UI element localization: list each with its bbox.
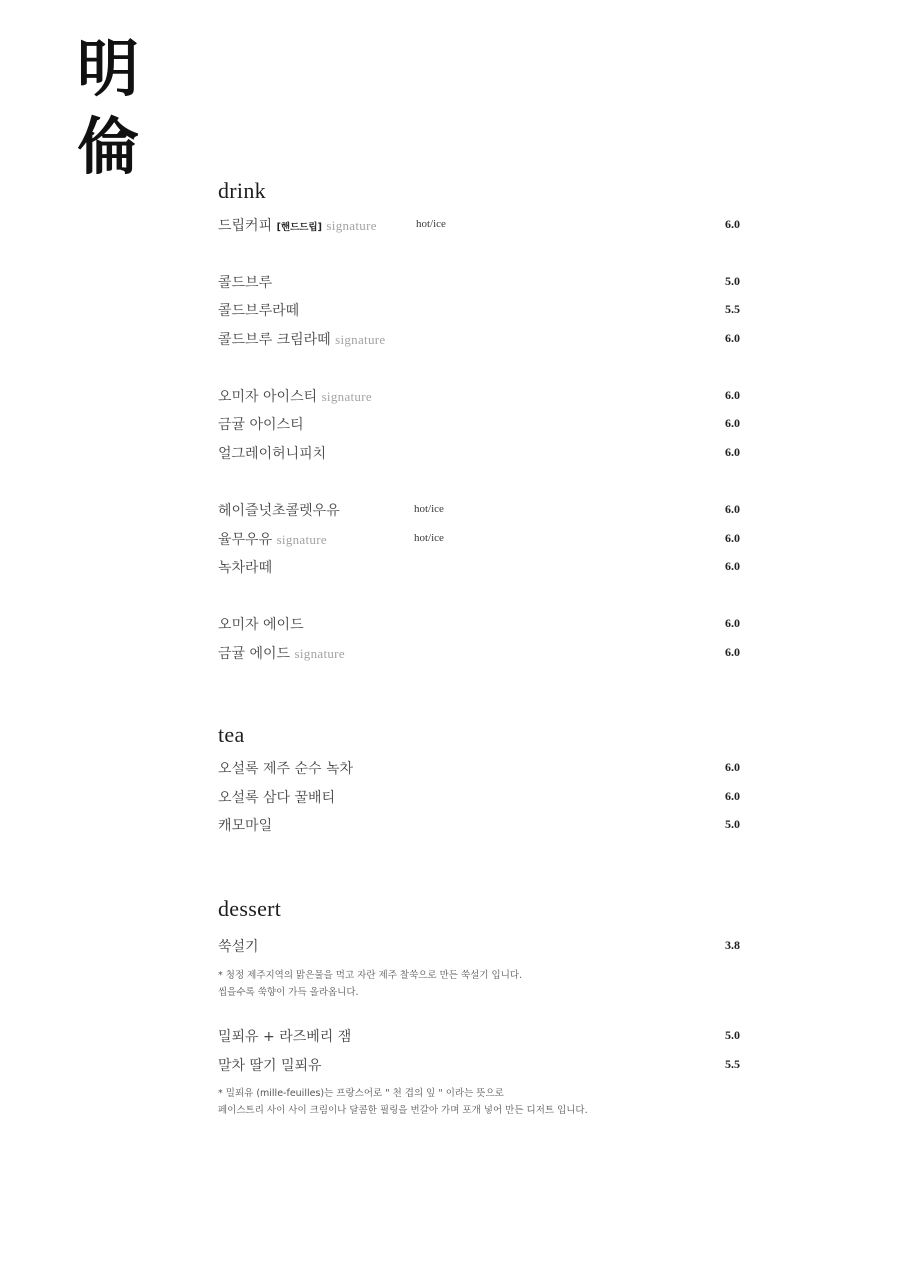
item-description xyxy=(218,967,738,1001)
item-name: 오설록 제주 순수 녹차 xyxy=(218,761,354,777)
item-name: 헤이즐넛초콜렛우유 xyxy=(218,503,340,519)
item-name: 오설록 삼다 꿀배티 xyxy=(218,790,336,806)
item-price: 3.8 xyxy=(725,938,740,952)
item-name: 금귤 에이드 xyxy=(218,646,291,662)
item-price: 5.5 xyxy=(725,1057,740,1071)
menu-item xyxy=(218,1026,740,1046)
item-price: 5.0 xyxy=(725,274,740,288)
item-price: 6.0 xyxy=(725,388,740,402)
item-name: 밀푀유 + 라즈베리 잼 xyxy=(218,1029,352,1045)
menu-item xyxy=(218,1055,740,1075)
menu-item xyxy=(218,500,740,520)
menu-item xyxy=(218,300,740,320)
menu-item xyxy=(218,936,740,956)
item-tag: [핸드드립] xyxy=(276,222,322,233)
item-price: 6.0 xyxy=(725,217,740,231)
item-price: 6.0 xyxy=(725,502,740,516)
section-title-tea: tea xyxy=(218,722,245,747)
logo-char-1: 明 xyxy=(76,32,139,105)
description-line: 페이스트리 사이 사이 크림이나 달콤한 필링을 번갈아 가며 포개 넣어 만든 디저트 입니다. xyxy=(218,1105,588,1116)
item-name: 율무우유 xyxy=(218,532,273,548)
menu-item xyxy=(218,329,740,349)
item-price: 6.0 xyxy=(725,531,740,545)
item-price: 5.0 xyxy=(725,817,740,831)
temp-option: hot/ice xyxy=(414,503,444,515)
signature-label: signature xyxy=(276,532,327,547)
section-title-dessert: dessert xyxy=(218,896,282,921)
item-price: 6.0 xyxy=(725,616,740,630)
item-price: 5.0 xyxy=(725,1028,740,1042)
temp-option: hot/ice xyxy=(416,218,446,230)
item-name: 오미자 에이드 xyxy=(218,617,304,633)
item-name: 녹차라떼 xyxy=(218,560,273,576)
brand-logo xyxy=(68,30,148,186)
item-name: 금귤 아이스티 xyxy=(218,417,304,433)
item-name: 쑥설기 xyxy=(218,939,259,955)
logo-char-2: 倫 xyxy=(76,110,139,183)
item-name: 콜드브루라떼 xyxy=(218,303,300,319)
menu-item xyxy=(218,215,740,235)
menu-item xyxy=(218,414,740,434)
signature-label: signature xyxy=(321,389,372,404)
section-title-drink: drink xyxy=(218,178,266,203)
item-price: 6.0 xyxy=(725,445,740,459)
menu-item xyxy=(218,614,740,634)
menu-item xyxy=(218,758,740,778)
item-name: 드립커피 xyxy=(218,218,273,234)
item-price: 6.0 xyxy=(725,331,740,345)
item-name: 얼그레이허니피치 xyxy=(218,446,327,462)
menu-item xyxy=(218,787,740,807)
item-price: 6.0 xyxy=(725,416,740,430)
description-line: * 청정 제주지역의 맑은물을 먹고 자란 제주 찰쑥으로 만든 쑥설기 입니다. xyxy=(218,970,523,981)
item-price: 6.0 xyxy=(725,760,740,774)
item-name: 오미자 아이스티 xyxy=(218,389,318,405)
signature-label: signature xyxy=(326,218,377,233)
signature-label: signature xyxy=(294,646,345,661)
menu-item xyxy=(218,557,740,577)
item-price: 6.0 xyxy=(725,789,740,803)
item-name: 콜드브루 xyxy=(218,275,273,291)
description-line: 씹을수록 쑥향이 가득 올라옵니다. xyxy=(218,987,359,998)
item-name: 말차 딸기 밀푀유 xyxy=(218,1058,322,1074)
item-description xyxy=(218,1085,738,1119)
item-name: 캐모마일 xyxy=(218,818,273,834)
item-price: 6.0 xyxy=(725,559,740,573)
description-line: * 밀푀유 (mille-feuilles)는 프랑스어로 " 천 겹의 잎 " 이라는 뜻으로 xyxy=(218,1088,504,1099)
temp-option: hot/ice xyxy=(414,532,444,544)
item-name: 콜드브루 크림라떼 xyxy=(218,332,331,348)
menu-item xyxy=(218,272,740,292)
menu-item xyxy=(218,529,740,549)
menu-item xyxy=(218,443,740,463)
menu-item xyxy=(218,386,740,406)
menu-item xyxy=(218,643,740,663)
item-price: 5.5 xyxy=(725,302,740,316)
item-price: 6.0 xyxy=(725,645,740,659)
menu-item xyxy=(218,815,740,835)
signature-label: signature xyxy=(335,332,386,347)
